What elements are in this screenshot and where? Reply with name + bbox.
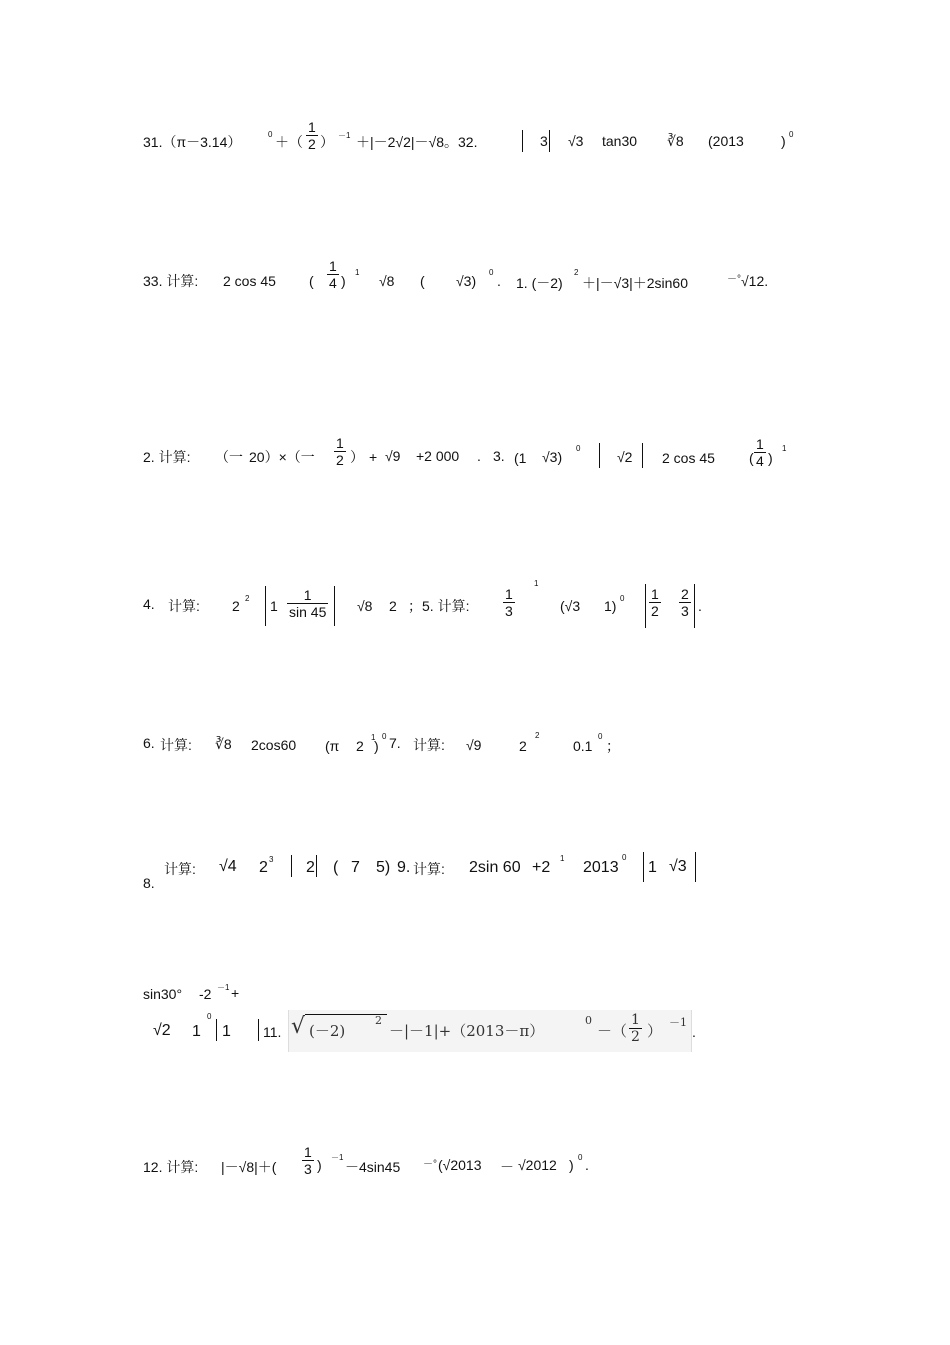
exponent: 0 bbox=[622, 853, 627, 862]
math-text: (－2) bbox=[309, 1022, 346, 1040]
math-text: √2 bbox=[153, 1022, 171, 1039]
fraction-denominator: 3 bbox=[505, 603, 513, 619]
math-text: + bbox=[369, 449, 378, 465]
math-text: 2 bbox=[259, 859, 268, 876]
abs-bar bbox=[522, 130, 523, 152]
fraction-half bbox=[649, 586, 661, 619]
exponent: 0 bbox=[382, 732, 387, 741]
math-text: -2 bbox=[199, 986, 212, 1002]
fraction-half bbox=[306, 119, 318, 152]
fraction-denominator: 2 bbox=[308, 136, 316, 152]
math-text: 2sin 60 bbox=[469, 859, 521, 876]
math-text: －° bbox=[423, 1159, 437, 1170]
fraction-numerator: 1 bbox=[329, 258, 337, 274]
math-text: √8 bbox=[357, 598, 373, 614]
math-text: ) bbox=[374, 738, 379, 754]
exponent: －1 bbox=[669, 1016, 687, 1029]
math-text: 计算: bbox=[168, 598, 200, 614]
math-text: (√2013 bbox=[438, 1157, 482, 1173]
math-text: 7 bbox=[351, 859, 360, 876]
math-text: 2 bbox=[389, 598, 397, 614]
math-text: 计算: bbox=[160, 737, 192, 753]
problem-5-label: ；5. 计算: bbox=[408, 598, 470, 614]
problem-12-label: 12. 计算: bbox=[143, 1159, 199, 1175]
math-text: +2 bbox=[532, 859, 551, 876]
problem-3-label: 3. bbox=[493, 448, 505, 464]
math-text: －（ bbox=[597, 1022, 628, 1040]
exponent: 2 bbox=[535, 731, 540, 740]
math-text: ∛8 bbox=[215, 736, 232, 752]
math-text: ) bbox=[317, 1157, 322, 1173]
problem-4-label: 4. bbox=[143, 596, 155, 612]
fraction-denominator: 2 bbox=[336, 452, 344, 468]
abs-bar bbox=[599, 443, 600, 468]
math-text: 2 bbox=[356, 738, 364, 754]
math-text: － bbox=[500, 1159, 514, 1175]
math-text: 计算: bbox=[413, 737, 445, 753]
math-text: ) bbox=[341, 273, 346, 289]
exponent: 1 bbox=[782, 444, 787, 453]
math-text: 2 bbox=[519, 738, 527, 754]
determinant-bar bbox=[645, 584, 646, 628]
math-text: 1 bbox=[222, 1023, 231, 1040]
math-text: . bbox=[698, 598, 702, 614]
math-text: |－√8|＋( bbox=[221, 1159, 277, 1175]
math-text: ） bbox=[647, 1022, 663, 1040]
math-text: √3 bbox=[568, 133, 584, 149]
exponent: －1 bbox=[217, 983, 230, 992]
math-text: （一 bbox=[215, 449, 243, 465]
math-text: ( bbox=[309, 273, 314, 289]
math-text: sin30° bbox=[143, 986, 183, 1002]
determinant-bar bbox=[694, 584, 695, 628]
sqrt-icon: √ bbox=[291, 1014, 306, 1039]
math-text: + bbox=[231, 985, 240, 1001]
fraction-numerator: 1 bbox=[303, 587, 312, 603]
fraction-sin45 bbox=[287, 587, 328, 620]
fraction-numerator: 1 bbox=[631, 1012, 640, 1028]
math-text: 5) bbox=[376, 859, 391, 876]
problem-7-label: 7. bbox=[389, 735, 401, 751]
exponent: 0 bbox=[207, 1012, 212, 1021]
exponent: －1 bbox=[338, 131, 351, 140]
fraction-numerator: 1 bbox=[336, 435, 344, 451]
math-text: (π bbox=[325, 738, 340, 754]
math-text: . bbox=[692, 1024, 696, 1040]
fraction-numerator: 1 bbox=[756, 436, 764, 452]
exponent: 1 bbox=[560, 854, 565, 863]
math-text: √4 bbox=[219, 858, 237, 875]
problem-8-label: 8. bbox=[143, 875, 155, 891]
fraction-denominator: 2 bbox=[631, 1029, 640, 1045]
problem-9-label: 9. bbox=[397, 859, 411, 876]
exponent: 0 bbox=[489, 268, 494, 277]
fraction-denominator: 4 bbox=[756, 453, 764, 469]
exponent: 0 bbox=[576, 444, 581, 453]
math-text: √2 bbox=[617, 449, 633, 465]
math-text: ) bbox=[768, 450, 773, 466]
math-text: +2 000 bbox=[416, 448, 460, 464]
math-text: ＋|－2√2|－√8。32. bbox=[356, 134, 478, 150]
math-text: (1 bbox=[514, 450, 527, 466]
math-text: tan30 bbox=[602, 133, 638, 149]
math-text: 计算: bbox=[413, 861, 445, 877]
math-text: (√3 bbox=[560, 598, 581, 614]
exponent: 0 bbox=[585, 1014, 592, 1027]
math-text: 2 cos 45 bbox=[662, 450, 715, 466]
math-text: 1 bbox=[192, 1023, 201, 1040]
problem-11-expression-image bbox=[288, 1010, 692, 1052]
exponent: 2 bbox=[375, 1014, 382, 1027]
math-text: ） bbox=[320, 134, 334, 150]
exponent: 1 bbox=[355, 268, 360, 277]
exponent: －1 bbox=[331, 1153, 344, 1162]
math-text: √3) bbox=[542, 449, 563, 465]
abs-bar bbox=[642, 443, 643, 468]
math-text: (2013 bbox=[708, 133, 744, 149]
math-text: ； bbox=[606, 738, 620, 754]
fraction-quarter bbox=[754, 436, 766, 469]
exponent: 2 bbox=[574, 268, 579, 277]
fraction-numerator: 2 bbox=[681, 586, 689, 602]
math-text: √9 bbox=[385, 448, 401, 464]
problem-31-text: 31.（π－3.14） bbox=[143, 134, 242, 150]
math-text: 2013 bbox=[583, 859, 619, 876]
problem-11-label: 11. bbox=[263, 1024, 282, 1040]
math-text: 2 cos 45 bbox=[223, 273, 276, 289]
math-text: 3 bbox=[540, 133, 548, 149]
math-text: 2cos60 bbox=[251, 737, 297, 753]
fraction-denominator: 3 bbox=[304, 1161, 312, 1177]
math-text: 1 bbox=[270, 598, 278, 614]
fraction-half bbox=[629, 1012, 642, 1045]
math-text: √8 bbox=[379, 273, 395, 289]
math-text: √12. bbox=[741, 273, 769, 289]
problem-6-label: 6. bbox=[143, 735, 155, 751]
exponent: 0 bbox=[268, 130, 273, 139]
fraction-numerator: 1 bbox=[505, 586, 513, 602]
math-text: . bbox=[497, 273, 501, 289]
abs-bar bbox=[334, 586, 335, 626]
math-text: 计算: bbox=[164, 861, 196, 877]
math-text: ∛8 bbox=[667, 133, 684, 149]
math-text: 1) bbox=[604, 598, 617, 614]
problem-33-label: 33. 计算: bbox=[143, 273, 199, 289]
math-text: －4sin45 bbox=[345, 1159, 401, 1175]
abs-bar bbox=[265, 586, 266, 626]
math-text: ( bbox=[749, 450, 754, 466]
math-text: . bbox=[477, 448, 481, 464]
math-text: ( bbox=[333, 859, 339, 876]
exponent: 2 bbox=[245, 594, 250, 603]
math-text: . bbox=[585, 1157, 589, 1173]
exponent: 0 bbox=[578, 1153, 583, 1162]
exponent: 1 bbox=[534, 579, 539, 588]
fraction-third bbox=[503, 586, 515, 619]
math-text: ＋|－√3|＋2sin60 bbox=[582, 275, 688, 291]
math-text: －|－1|+（2013－π） bbox=[389, 1022, 545, 1040]
math-text: 1 bbox=[648, 859, 657, 876]
problem-1-text: 1. (－2) bbox=[516, 275, 563, 291]
math-text: √2012 bbox=[518, 1157, 557, 1173]
fraction-third bbox=[302, 1144, 314, 1177]
math-text: √3 bbox=[669, 858, 687, 875]
exponent: 0 bbox=[598, 732, 603, 741]
fraction-numerator: 1 bbox=[651, 586, 659, 602]
math-text: √9 bbox=[466, 737, 482, 753]
exponent: 3 bbox=[269, 855, 274, 864]
abs-bar bbox=[258, 1019, 259, 1041]
math-text: 20）×（一 bbox=[249, 449, 315, 465]
math-text: ) bbox=[569, 1157, 574, 1173]
fraction-denominator: 4 bbox=[329, 275, 337, 291]
math-text: 2 bbox=[232, 598, 240, 614]
math-text: ( bbox=[420, 273, 425, 289]
abs-bar bbox=[291, 855, 292, 877]
exponent: 0 bbox=[620, 594, 625, 603]
math-text: ＋（ bbox=[275, 134, 303, 150]
fraction-two-thirds bbox=[679, 586, 691, 619]
fraction-quarter bbox=[327, 258, 339, 291]
fraction-numerator: 1 bbox=[304, 1144, 312, 1160]
math-text: √3) bbox=[456, 273, 477, 289]
abs-bar bbox=[549, 130, 550, 152]
math-text: 2 bbox=[306, 859, 315, 876]
problem-2-label: 2. 计算: bbox=[143, 449, 191, 465]
fraction-numerator: 1 bbox=[308, 119, 316, 135]
fraction-denominator: 2 bbox=[651, 603, 659, 619]
fraction-denominator: sin 45 bbox=[289, 604, 327, 620]
math-text: ） bbox=[350, 449, 364, 465]
abs-bar bbox=[695, 852, 696, 882]
fraction-half bbox=[334, 435, 346, 468]
math-text: －° bbox=[727, 274, 741, 285]
fraction-denominator: 3 bbox=[681, 603, 689, 619]
abs-bar bbox=[643, 852, 644, 882]
exponent: 1 bbox=[371, 733, 376, 742]
math-text: ) bbox=[781, 133, 786, 149]
abs-bar bbox=[316, 855, 317, 877]
exponent: 0 bbox=[789, 130, 794, 139]
math-text: 0.1 bbox=[573, 738, 593, 754]
abs-bar bbox=[216, 1019, 217, 1041]
